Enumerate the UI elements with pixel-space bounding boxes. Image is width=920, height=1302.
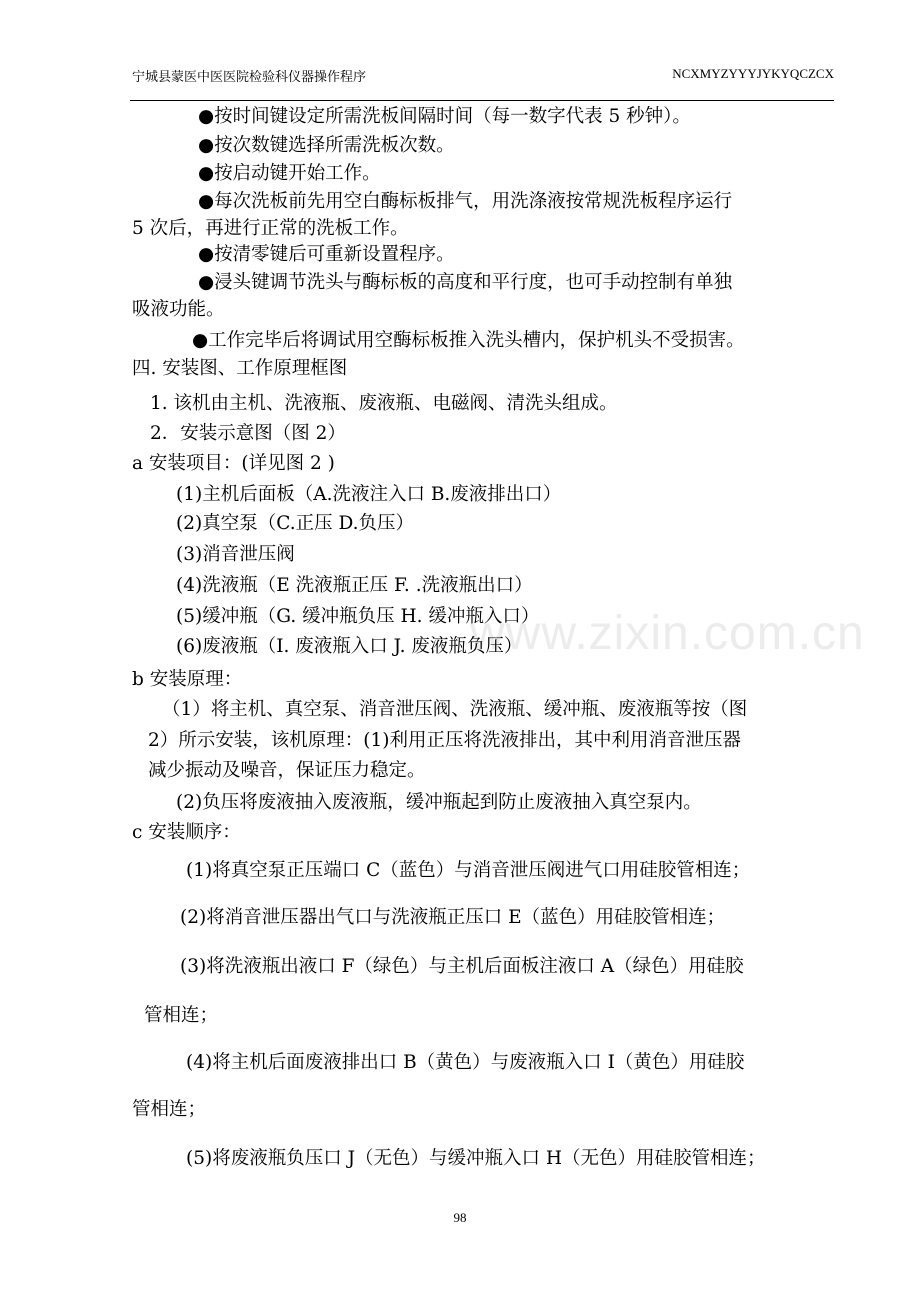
list-item: (3)消音泄压阀 xyxy=(176,544,295,565)
list-item: (6)废液瓶（I. 废液瓶入口 J. 废液瓶负压） xyxy=(176,636,523,657)
section-heading: 四. 安装图、工作原理框图 xyxy=(132,358,348,379)
body-line: 2）所示安装，该机原理：(1)利用正压将洗液排出，其中利用消音泄压器 xyxy=(148,730,741,751)
subsection-heading: b 安装原理： xyxy=(132,669,243,690)
body-line: ●浸头键调节洗头与酶标板的高度和平行度，也可手动控制有单独 xyxy=(198,272,733,293)
header-rule xyxy=(130,100,834,101)
body-line: 吸液功能。 xyxy=(132,299,225,320)
body-line: 2．安装示意图（图 2） xyxy=(150,423,346,444)
subsection-heading: a 安装项目：(详见图 2 ) xyxy=(132,453,335,474)
list-item: (5)缓冲瓶（G. 缓冲瓶负压 H. 缓冲瓶入口） xyxy=(176,606,540,627)
body-line: 1. 该机由主机、洗液瓶、废液瓶、电磁阀、清洗头组成。 xyxy=(150,393,618,414)
body-line: ●按次数键选择所需洗板次数。 xyxy=(198,135,455,156)
list-item: (1)主机后面板（A.洗液注入口 B.废液排出口） xyxy=(176,484,562,505)
watermark: www.zixin.com.cn xyxy=(470,607,865,660)
body-line: ●按时间键设定所需洗板间隔时间（每一数字代表 5 秒钟）。 xyxy=(198,106,691,127)
subsection-heading: c 安装顺序： xyxy=(132,822,241,843)
body-line: 5 次后，再进行正常的洗板工作。 xyxy=(132,218,409,239)
header-title: 宁城县蒙医中医医院检验科仪器操作程序 xyxy=(132,70,367,85)
list-item: 管相连； xyxy=(144,1005,219,1026)
body-line: 减少振动及噪音，保证压力稳定。 xyxy=(148,760,426,781)
body-line: (2)负压将废液抽入废液瓶，缓冲瓶起到防止废液抽入真空泵内。 xyxy=(176,792,702,813)
body-line: ●按清零键后可重新设置程序。 xyxy=(198,244,455,265)
list-item: (2)将消音泄压器出气口与洗液瓶正压口 E（蓝色）用硅胶管相连； xyxy=(180,907,726,928)
page-number: 98 xyxy=(453,1210,467,1225)
body-line: ●每次洗板前先用空白酶标板排气，用洗涤液按常规洗板程序运行 xyxy=(198,191,733,212)
body-line: （1）将主机、真空泵、消音泄压阀、洗液瓶、缓冲瓶、废液瓶等按（图 xyxy=(162,699,748,720)
body-line: ●按启动键开始工作。 xyxy=(198,163,381,184)
list-item: (3)将洗液瓶出液口 F（绿色）与主机后面板注液口 A（绿色）用硅胶 xyxy=(180,956,744,977)
list-item: (4)将主机后面废液排出口 B（黄色）与废液瓶入口 I（黄色）用硅胶 xyxy=(186,1052,745,1073)
list-item: (1)将真空泵正压端口 C（蓝色）与消音泄压阀进气口用硅胶管相连； xyxy=(186,860,751,881)
list-item: (5)将废液瓶负压口 J（无色）与缓冲瓶入口 H（无色）用硅胶管相连； xyxy=(186,1148,766,1169)
list-item: 管相连； xyxy=(132,1099,207,1120)
list-item: (2)真空泵（C.正压 D.负压） xyxy=(176,513,415,534)
list-item: (4)洗液瓶（E 洗液瓶正压 F. .洗液瓶出口） xyxy=(176,575,533,596)
header-code: NCXMYZYYYJYKYQCZCX xyxy=(672,66,834,81)
body-line: ●工作完毕后将调试用空酶标板推入洗头槽内，保护机头不受损害。 xyxy=(192,330,745,351)
